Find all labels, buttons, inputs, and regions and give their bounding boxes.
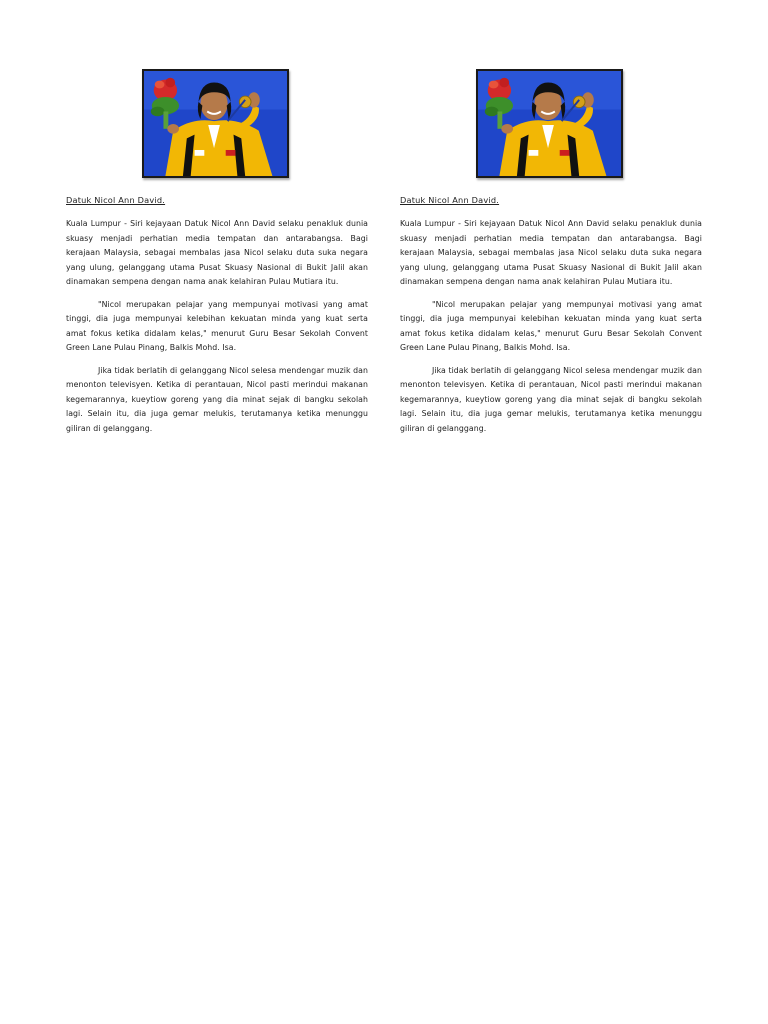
athlete-photo [142, 69, 289, 178]
article-paragraph: Kuala Lumpur - Siri kejayaan Datuk Nicol Ann David selaku penakluk dunia skuasy menjadi perhatian media tempatan dan antarabangsa. Bagi kerajaan Malaysia, sebagai membalas jasa Nicol selaku duta suka negara yang ulung, gelanggang utama Pusat Skuasy Nasional di Bukit Jalil akan dinamakan sempena dengan nama anak kelahiran Pulau Mutiara itu. [400, 219, 702, 286]
article-body [400, 217, 702, 444]
article-paragraph: "Nicol merupakan pelajar yang mempunyai motivasi yang amat tinggi, dia juga mempunyai kelebihan kekuatan minda yang kuat serta amat fokus ketika didalam kelas," menurut Guru Besar Sekolah Convent Green Lane Pulau Pinang, Balkis Mohd. Isa. [66, 299, 368, 352]
article-paragraph: "Nicol merupakan pelajar yang mempunyai motivasi yang amat tinggi, dia juga mempunyai kelebihan kekuatan minda yang kuat serta amat fokus ketika didalam kelas," menurut Guru Besar Sekolah Convent Green Lane Pulau Pinang, Balkis Mohd. Isa. [400, 299, 702, 352]
athlete-photo-illustration [478, 71, 621, 176]
article-body [66, 217, 368, 444]
article-heading: Datuk Nicol Ann David. [66, 195, 166, 205]
article-paragraph: Kuala Lumpur - Siri kejayaan Datuk Nicol Ann David selaku penakluk dunia skuasy menjadi perhatian media tempatan dan antarabangsa. Bagi kerajaan Malaysia, sebagai membalas jasa Nicol selaku duta suka negara yang ulung, gelanggang utama Pusat Skuasy Nasional di Bukit Jalil akan dinamakan sempena dengan nama anak kelahiran Pulau Mutiara itu. [66, 219, 368, 286]
article-heading: Datuk Nicol Ann David. [400, 195, 500, 205]
athlete-photo [476, 69, 623, 178]
article-paragraph: Jika tidak berlatih di gelanggang Nicol selesa mendengar muzik dan menonton televisyen. Ketika di perantauan, Nicol pasti merindui makanan kegemarannya, kueytiow goreng yang dia minat sejak di bangku sekolah lagi. Selain itu, dia juga gemar melukis, terutamanya ketika menunggu giliran di gelanggang. [400, 365, 702, 433]
article-paragraph: Jika tidak berlatih di gelanggang Nicol selesa mendengar muzik dan menonton televisyen. Ketika di perantauan, Nicol pasti merindui makanan kegemarannya, kueytiow goreng yang dia minat sejak di bangku sekolah lagi. Selain itu, dia juga gemar melukis, terutamanya ketika menunggu giliran di gelanggang. [66, 365, 368, 433]
athlete-photo-illustration [144, 71, 287, 176]
